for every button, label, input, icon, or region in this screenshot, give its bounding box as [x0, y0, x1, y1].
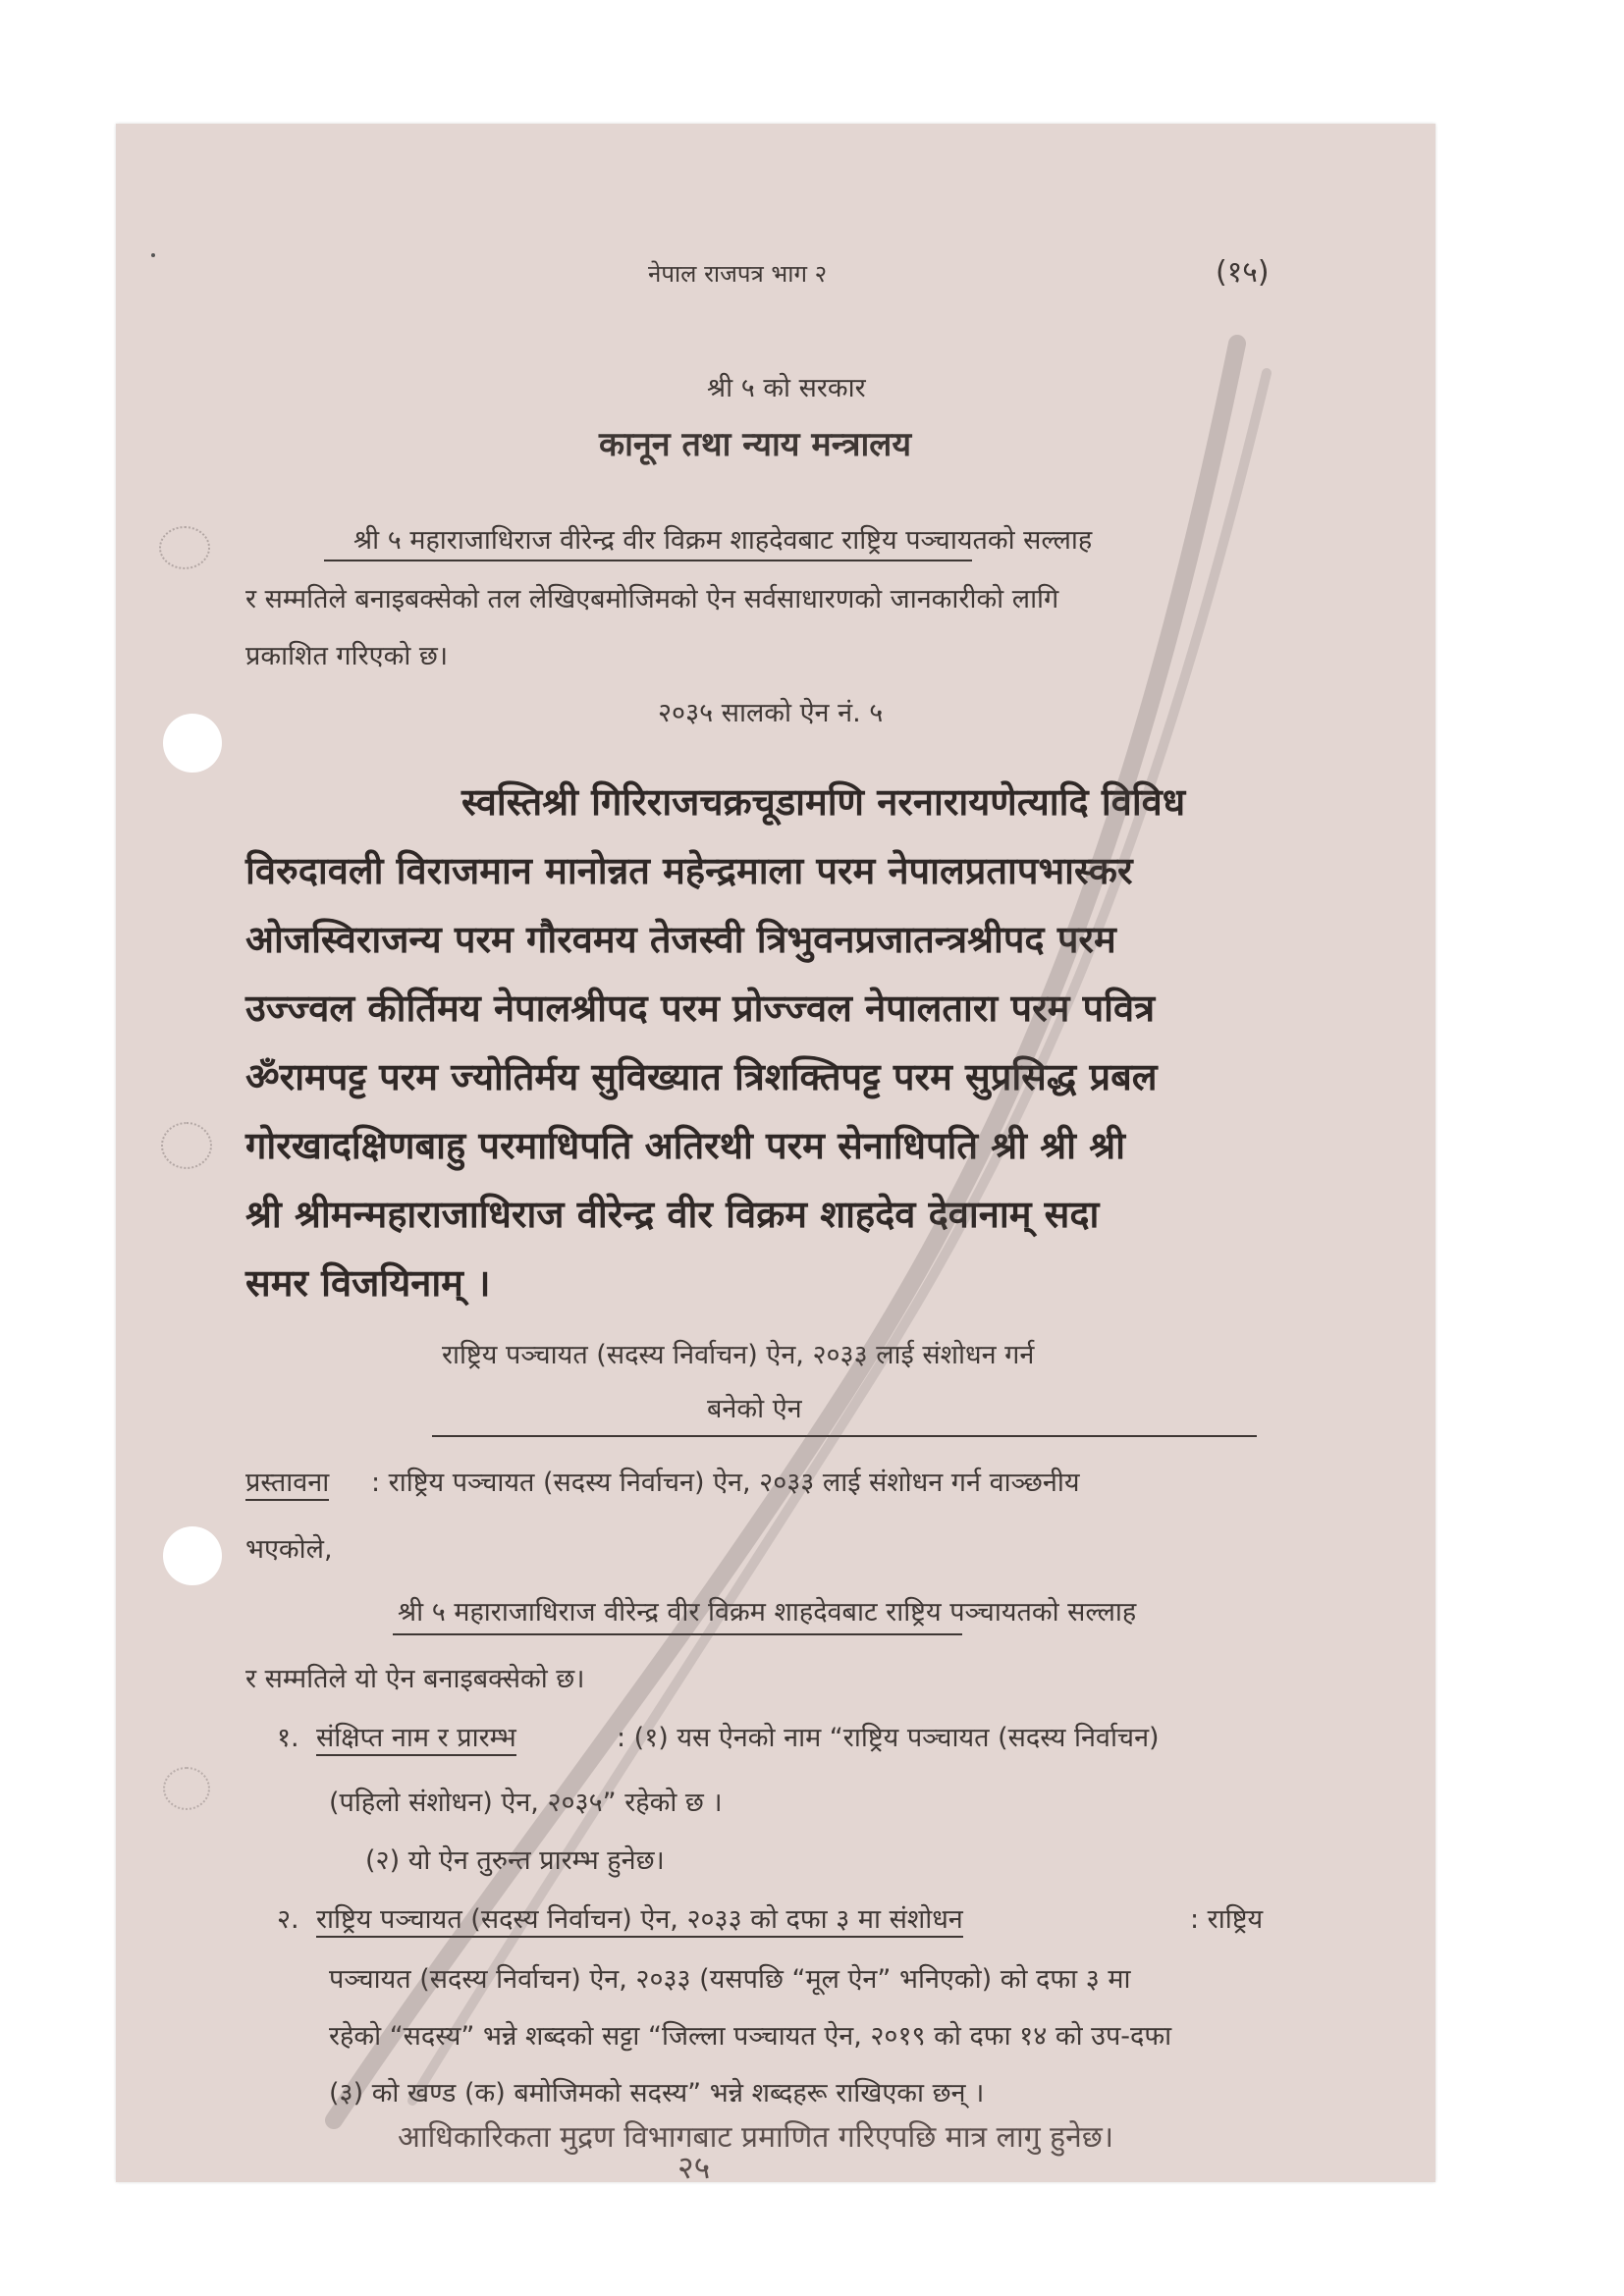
section-number: २. [277, 1904, 299, 1935]
enactment-line-1: श्री ५ महाराजाधिराज वीरेन्द्र वीर विक्रम शाहदेवबाट राष्ट्रिय पञ्चायतको सल्लाह [398, 1597, 1137, 1628]
section-text: रहेको “सदस्य” भन्ने शब्दको सट्टा “जिल्ला पञ्चायत ऐन, २०१९ को दफा १४ को उप-दफा [329, 2021, 1172, 2052]
intro-line-1: श्री ५ महाराजाधिराज वीरेन्द्र वीर विक्रम शाहदेवबाट राष्ट्रिय पञ्चायतको सल्लाह [353, 525, 1093, 556]
act-title-line-1: राष्ट्रिय पञ्चायत (सदस्य निर्वाचन) ऐन, २०३३ लाई संशोधन गर्न [442, 1340, 1035, 1370]
intro-line-3: प्रकाशित गरिएको छ। [245, 641, 449, 671]
enactment-line-2: र सम्मतिले यो ऐन बनाइबक्सेको छ। [245, 1664, 585, 1694]
page-number: (१५) [1216, 255, 1270, 290]
government-heading: श्री ५ को सरकार [707, 373, 866, 403]
section-text: (३) को खण्ड (क) बमोजिमको सदस्य” भन्ने शब्दहरू राखिएका छन् । [329, 2078, 985, 2109]
speck [151, 253, 155, 257]
act-number: २०३५ सालको ऐन नं. ५ [658, 698, 884, 728]
section-text: (पहिलो संशोधन) ऐन, २०३५” रहेको छ । [329, 1788, 723, 1818]
invocation-line: श्री श्रीमन्महाराजाधिराज वीरेन्द्र वीर विक्रम शाहदेव देवानाम् सदा [245, 1193, 1100, 1236]
preamble-line-1: : राष्ट्रिय पञ्चायत (सदस्य निर्वाचन) ऐन, २०३३ लाई संशोधन गर्न वाञ्छनीय [371, 1468, 1080, 1498]
margin-smudge [163, 1767, 210, 1810]
preamble-label: प्रस्तावना [245, 1463, 329, 1501]
section-text: : राष्ट्रिय [1190, 1904, 1264, 1935]
punch-hole [163, 1526, 222, 1585]
gazette-header: नेपाल राजपत्र भाग २ [648, 260, 828, 288]
section-heading: संक्षिप्त नाम र प्रारम्भ [316, 1718, 516, 1756]
certification-note: आधिकारिकता मुद्रण विभागबाट प्रमाणित गरिएपछि मात्र लागु हुनेछ। [398, 2120, 1114, 2155]
section-text: : (१) यस ऐनको नाम “राष्ट्रिय पञ्चायत (सदस्य निर्वाचन) [617, 1723, 1160, 1753]
diagonal-watermark [295, 314, 1276, 2140]
section-text: (२) यो ऐन तुरुन्त प्रारम्भ हुनेछ। [365, 1845, 665, 1876]
invocation-line: समर विजयिनाम् । [245, 1261, 491, 1305]
handwritten-page-number: २५ [677, 2149, 711, 2186]
intro-line-2: र सम्मतिले बनाइबक्सेको तल लेखिएबमोजिमको ऐन सर्वसाधारणको जानकारीको लागि [245, 584, 1059, 614]
invocation-line: ॐरामपट्ट परम ज्योतिर्मय सुविख्यात त्रिशक्तिपट्ट परम सुप्रसिद्ध प्रबल [245, 1055, 1158, 1098]
section-number: १. [277, 1723, 299, 1753]
act-title-line-2: बनेको ऐन [707, 1394, 802, 1424]
margin-smudge [161, 1122, 212, 1169]
margin-smudge [159, 526, 210, 569]
invocation-line: गोरखादक्षिणबाहु परमाधिपति अतिरथी परम सेनाधिपति श्री श्री श्री [245, 1124, 1125, 1167]
section-heading: राष्ट्रिय पञ्चायत (सदस्य निर्वाचन) ऐन, २०३३ को दफा ३ मा संशोधन [316, 1899, 963, 1938]
invocation-line: उज्ज्वल कीर्तिमय नेपालश्रीपद परम प्रोज्ज्वल नेपालतारा परम पवित्र [245, 987, 1156, 1030]
ministry-heading: कानून तथा न्याय मन्त्रालय [599, 425, 912, 464]
invocation-line: विरुदावली विराजमान मानोन्नत महेन्द्रमाला परम नेपालप्रतापभास्कर [245, 849, 1133, 892]
invocation-line: स्वस्तिश्री गिरिराजचक्रचूडामणि नरनारायणेत्यादि विविध [461, 780, 1186, 824]
invocation-line: ओजस्विराजन्य परम गौरवमय तेजस्वी त्रिभुवनप्रजातन्त्रश्रीपद परम [245, 918, 1116, 961]
section-text: पञ्चायत (सदस्य निर्वाचन) ऐन, २०३३ (यसपछि “मूल ऐन” भनिएको) को दफा ३ मा [329, 1964, 1131, 1995]
preamble-line-2: भएकोले, [245, 1534, 333, 1565]
punch-hole [163, 714, 222, 773]
